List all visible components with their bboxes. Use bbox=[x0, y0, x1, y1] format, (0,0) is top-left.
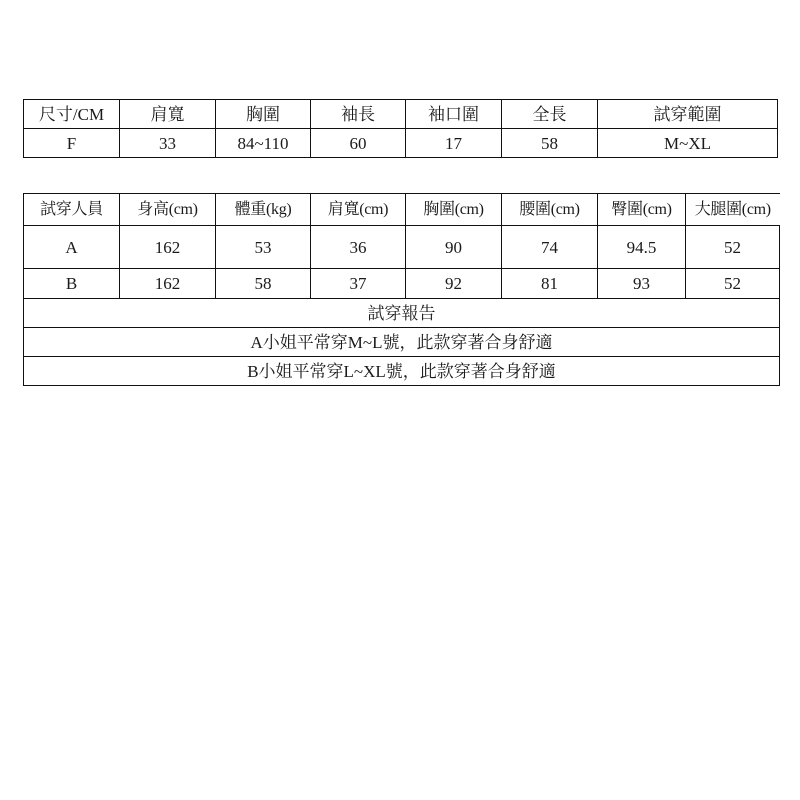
size-chart-cell: F bbox=[24, 129, 120, 158]
fitting-cell: 52 bbox=[686, 269, 780, 299]
size-chart-cell: 60 bbox=[311, 129, 406, 158]
size-chart-header-cell: 肩寬 bbox=[120, 100, 216, 129]
report-note-a: A小姐平常穿M~L號，此款穿著合身舒適 bbox=[24, 328, 780, 357]
size-chart-cell: 58 bbox=[502, 129, 598, 158]
fitting-cell: 93 bbox=[598, 269, 686, 299]
size-chart-cell: 84~110 bbox=[216, 129, 311, 158]
fitting-cell: 81 bbox=[502, 269, 598, 299]
fitting-header-cell: 臀圍(cm) bbox=[598, 194, 686, 226]
fitting-report-table bbox=[23, 193, 780, 386]
report-note-row bbox=[24, 328, 780, 357]
fitting-header-cell: 肩寬(cm) bbox=[311, 194, 406, 226]
size-chart-cell: M~XL bbox=[598, 129, 778, 158]
fitting-header-cell: 試穿人員 bbox=[24, 194, 120, 226]
fitting-cell: 92 bbox=[406, 269, 502, 299]
fitting-header-cell: 胸圍(cm) bbox=[406, 194, 502, 226]
fitting-cell: 37 bbox=[311, 269, 406, 299]
size-chart-cell: 33 bbox=[120, 129, 216, 158]
fitting-header-cell: 腰圍(cm) bbox=[502, 194, 598, 226]
size-chart-table bbox=[23, 99, 778, 158]
fitting-cell: 90 bbox=[406, 226, 502, 269]
report-title: 試穿報告 bbox=[24, 299, 780, 328]
fitting-cell: 58 bbox=[216, 269, 311, 299]
fitting-cell: A bbox=[24, 226, 120, 269]
report-title-row bbox=[24, 299, 780, 328]
size-chart-header-cell: 袖長 bbox=[311, 100, 406, 129]
size-chart-header-cell: 袖口圍 bbox=[406, 100, 502, 129]
fitting-cell: 162 bbox=[120, 269, 216, 299]
size-chart-cell: 17 bbox=[406, 129, 502, 158]
fitting-cell: 36 bbox=[311, 226, 406, 269]
report-note-row bbox=[24, 357, 780, 386]
size-chart-header-row bbox=[24, 100, 778, 129]
report-note-b: B小姐平常穿L~XL號，此款穿著合身舒適 bbox=[24, 357, 780, 386]
size-chart-header-cell: 全長 bbox=[502, 100, 598, 129]
fitting-header-cell: 大腿圍(cm) bbox=[686, 194, 780, 226]
fitting-header-cell: 身高(cm) bbox=[120, 194, 216, 226]
fitting-cell: 162 bbox=[120, 226, 216, 269]
size-chart-header-cell: 尺寸/CM bbox=[24, 100, 120, 129]
size-chart-data-row bbox=[24, 129, 778, 158]
fitting-row-b bbox=[24, 269, 780, 299]
fitting-cell: 94.5 bbox=[598, 226, 686, 269]
fitting-header-row bbox=[24, 194, 780, 226]
fitting-cell: B bbox=[24, 269, 120, 299]
size-chart-header-cell: 胸圍 bbox=[216, 100, 311, 129]
fitting-header-cell: 體重(kg) bbox=[216, 194, 311, 226]
fitting-cell: 53 bbox=[216, 226, 311, 269]
size-chart-header-cell: 試穿範圍 bbox=[598, 100, 778, 129]
fitting-cell: 74 bbox=[502, 226, 598, 269]
fitting-cell: 52 bbox=[686, 226, 780, 269]
fitting-row-a bbox=[24, 226, 780, 269]
